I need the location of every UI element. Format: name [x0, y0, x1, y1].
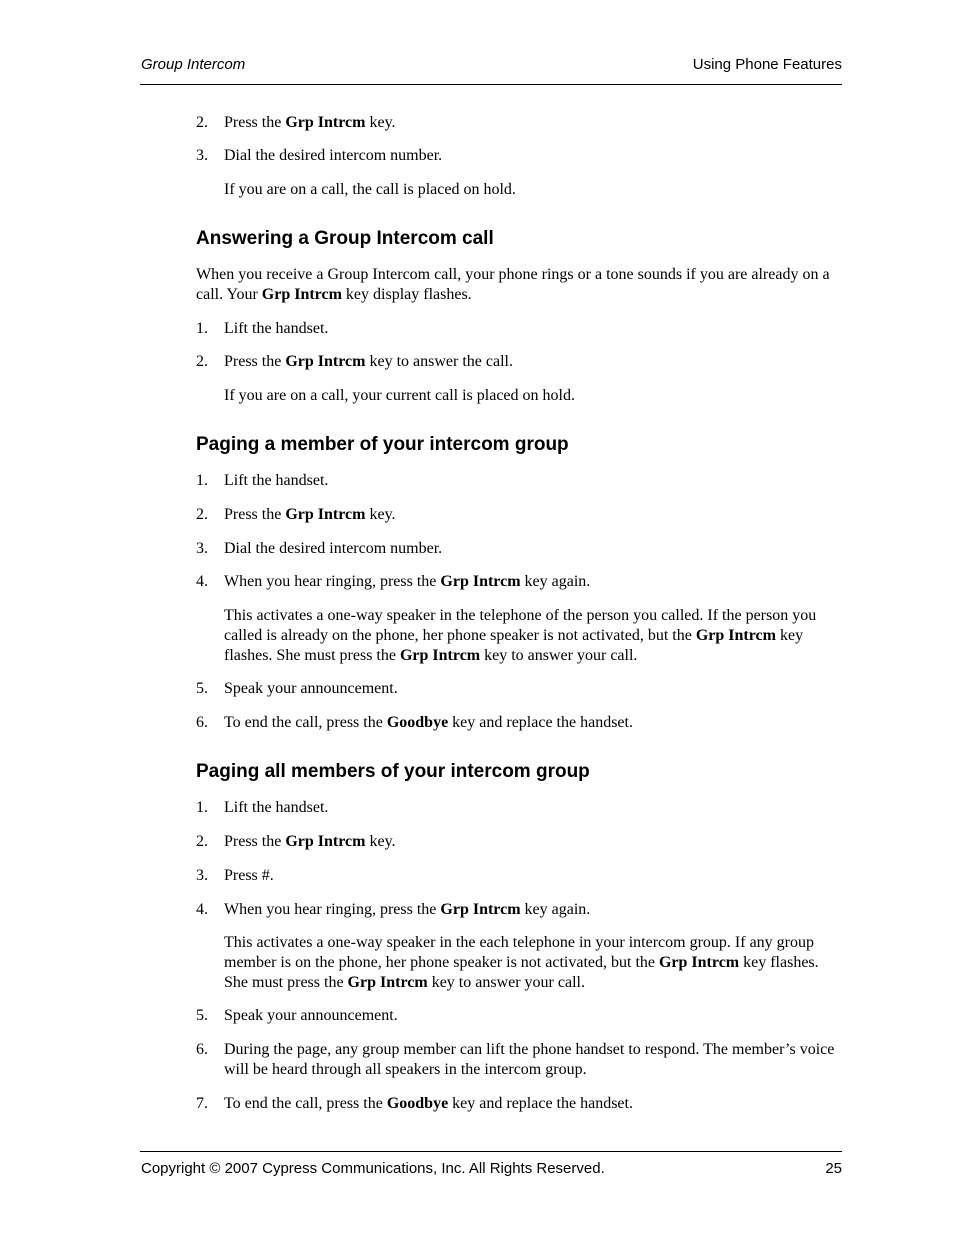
intro-step-3	[196, 146, 842, 166]
answering-note: If you are on a call, your current call is placed on hold.	[224, 387, 575, 404]
step-text: Press the Grp Intrcm key.	[224, 833, 396, 850]
paging-member-step-3	[196, 539, 842, 559]
paging-member-step-2	[196, 505, 842, 525]
step-number: 2.	[196, 833, 208, 850]
key-name: Goodbye	[386, 1095, 449, 1112]
paging-all-step-2	[196, 832, 842, 852]
paging-all-note: This activates a one-way speaker in the each telephone in your intercom group. If any group member is on the phone, her phone speaker is not activated, but the Grp Intrcm key flashes. She must press the Grp Intrcm key to answer your call.	[224, 934, 819, 991]
step-text: Dial the desired intercom number.	[224, 147, 443, 164]
answering-step-2	[196, 352, 842, 372]
intro-note: If you are on a call, the call is placed on hold.	[224, 181, 516, 198]
key-name: Grp Intrcm	[347, 974, 428, 991]
running-header-chapter: Using Phone Features	[692, 56, 842, 73]
paging-all-step-6	[196, 1040, 842, 1080]
step-number: 3.	[196, 147, 208, 164]
paging-all-step-3	[196, 866, 842, 886]
key-name: Grp Intrcm	[285, 353, 366, 370]
step-number: 5.	[196, 680, 208, 697]
key-name: Grp Intrcm	[261, 286, 342, 303]
step-number: 2.	[196, 506, 208, 523]
step-number: 6.	[196, 714, 208, 731]
step-number: 6.	[196, 1041, 208, 1058]
step-text: When you hear ringing, press the Grp Intrcm key again.	[224, 901, 591, 918]
key-name: Grp Intrcm	[658, 954, 740, 971]
page-number: 25	[825, 1160, 842, 1177]
paging-all-step-5	[196, 1006, 842, 1026]
step-number: 5.	[196, 1007, 208, 1024]
step-text: To end the call, press the Goodbye key and replace the handset.	[224, 714, 633, 731]
step-number: 3.	[196, 540, 208, 557]
step-number: 2.	[196, 114, 208, 131]
step-text: To end the call, press the Goodbye key and replace the handset.	[224, 1095, 633, 1112]
step-text: Lift the handset.	[224, 472, 329, 489]
step-number: 4.	[196, 901, 208, 918]
step-text: When you hear ringing, press the Grp Intrcm key again.	[224, 573, 591, 590]
step-text: Lift the handset.	[224, 320, 329, 337]
step-number: 1.	[196, 799, 208, 816]
answering-step-1	[196, 319, 842, 339]
step-number: 4.	[196, 573, 208, 590]
step-text: Speak your announcement.	[224, 1007, 398, 1024]
step-text: Press #.	[224, 867, 274, 884]
step-text: Speak your announcement.	[224, 680, 398, 697]
step-text: Press the Grp Intrcm key to answer the call.	[224, 353, 513, 370]
step-number: 1.	[196, 472, 208, 489]
paging-all-step-7	[196, 1094, 842, 1114]
step-number: 7.	[196, 1095, 208, 1112]
heading-paging-all: Paging all members of your intercom group	[196, 761, 590, 782]
running-header-section: Group Intercom	[141, 56, 246, 73]
key-name: Grp Intrcm	[285, 506, 366, 523]
copyright-notice: Copyright © 2007 Cypress Communications, Inc. All Rights Reserved.	[141, 1160, 605, 1177]
heading-answering: Answering a Group Intercom call	[196, 228, 494, 249]
paging-member-step-6	[196, 713, 842, 733]
step-number: 1.	[196, 320, 208, 337]
step-text: Lift the handset.	[224, 799, 329, 816]
footer-rule	[140, 1151, 842, 1152]
step-number: 3.	[196, 867, 208, 884]
answering-paragraph: When you receive a Group Intercom call, your phone rings or a tone sounds if you are already on a call. Your Grp Intrcm key display flashes.	[196, 266, 830, 303]
paging-member-step-4	[196, 572, 842, 592]
step-text: Press the Grp Intrcm key.	[224, 506, 396, 523]
paging-member-step-1	[196, 471, 842, 491]
paging-member-note: This activates a one-way speaker in the telephone of the person you called. If the person you called is already on the phone, her phone speaker is not activated, but the Grp Intrcm key flashes. She must press the Grp Intrcm key to answer your call.	[224, 607, 817, 664]
key-name: Goodbye	[386, 714, 449, 731]
paging-all-step-4	[196, 900, 842, 920]
key-name: Grp Intrcm	[440, 901, 521, 918]
paging-all-step-1	[196, 798, 842, 818]
heading-paging-member: Paging a member of your intercom group	[196, 434, 569, 455]
step-number: 2.	[196, 353, 208, 370]
key-name: Grp Intrcm	[285, 833, 366, 850]
key-name: Grp Intrcm	[440, 573, 521, 590]
step-text: Press the Grp Intrcm key.	[224, 114, 396, 131]
step-text: Dial the desired intercom number.	[224, 540, 443, 557]
intro-step-2	[196, 113, 842, 133]
key-name: Grp Intrcm	[695, 627, 776, 644]
key-name: Grp Intrcm	[399, 647, 481, 664]
header-rule	[140, 84, 842, 85]
step-text: During the page, any group member can lift the phone handset to respond. The member’s voice will be heard through all speakers in the intercom group.	[224, 1041, 835, 1078]
key-name: Grp Intrcm	[285, 114, 366, 131]
paging-member-step-5	[196, 679, 842, 699]
